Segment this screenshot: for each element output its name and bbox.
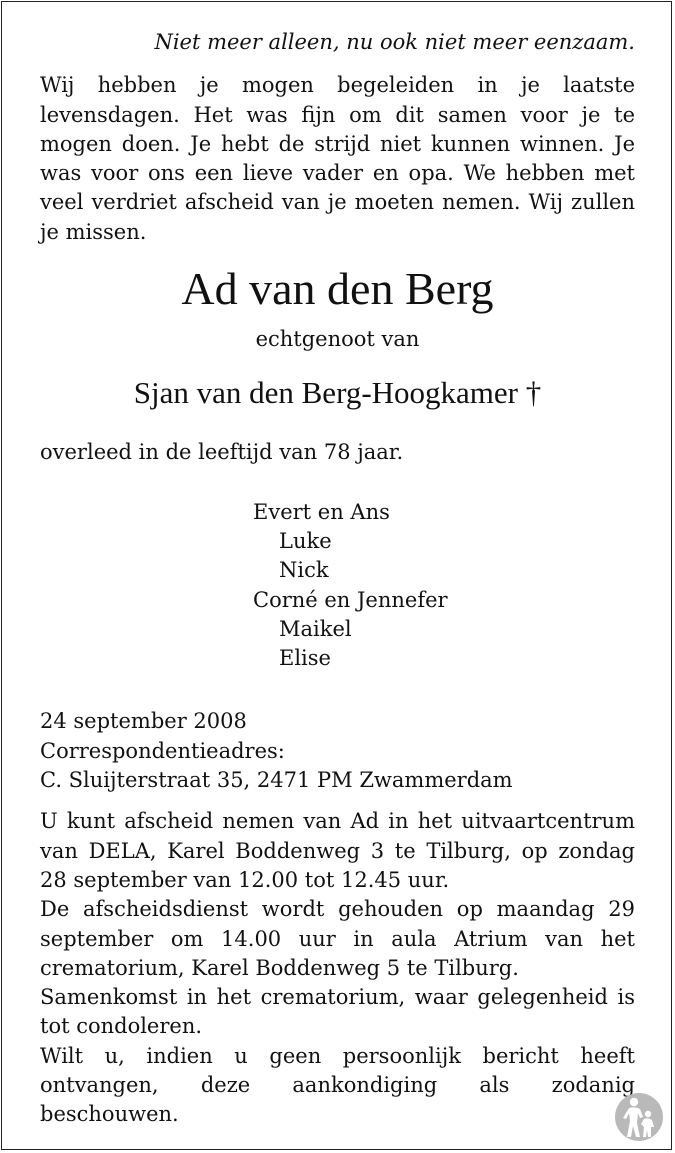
spouse-intro: echtgenoot van — [255, 327, 420, 352]
obituary-notice — [40, 28, 635, 1130]
family-grandchild: Maikel — [279, 616, 352, 641]
notice-text: Wilt u, indien u geen persoonlijk bericht heeft ontvangen, deze aankondiging als zodanig beschouwen. — [40, 1043, 635, 1127]
farewell-text: U kunt afscheid nemen van Ad in het uitvaartcentrum van DELA, Karel Boddenweg 3 te Tilburg, op zondag 28 september van 12.00 tot 12.45 uur. — [40, 809, 635, 892]
correspondence-label: Correspondentieadres: — [40, 738, 285, 763]
gathering-text: Samenkomst in het crematorium, waar gelegenheid is tot condoleren. — [40, 985, 635, 1039]
logo-adult-head — [630, 1098, 638, 1106]
family-child: Corné en Jennefer — [253, 587, 448, 612]
family-grandchild: Luke — [279, 528, 332, 553]
spouse-name: Sjan van den Berg-Hoogkamer † — [133, 375, 542, 411]
logo-child-head — [645, 1111, 651, 1117]
date-and-address — [40, 707, 635, 795]
motto: Niet meer alleen, nu ook niet meer eenzaam. — [154, 30, 635, 54]
family-grandchild: Elise — [279, 646, 331, 671]
family-grandchild: Nick — [279, 558, 329, 583]
person-with-child-icon — [614, 1091, 664, 1143]
age-statement: overleed in de leeftijd van 78 jaar. — [40, 440, 404, 465]
family-child: Evert en Ans — [253, 499, 390, 524]
family-list — [253, 498, 635, 674]
correspondence-address: C. Sluijterstraat 35, 2471 PM Zwammerdam — [40, 768, 513, 793]
notice-date: 24 september 2008 — [40, 709, 247, 734]
service-text: De afscheidsdienst wordt gehouden op maandag 29 september om 14.00 uur in aula Atrium van het crematorium, Karel Boddenweg 5 te Tilburg. — [40, 897, 635, 980]
deceased-name: Ad van den Berg — [181, 263, 494, 315]
intro-text: Wij hebben je mogen begeleiden in je laatste levensdagen. Het was fijn om dit samen voor je te mogen doen. Je hebt de strijd niet kunnen winnen. Je was voor ons een lieve vader en opa. We hebben met veel verdriet afscheid van je moeten nemen. Wij zullen je missen. — [40, 73, 635, 244]
